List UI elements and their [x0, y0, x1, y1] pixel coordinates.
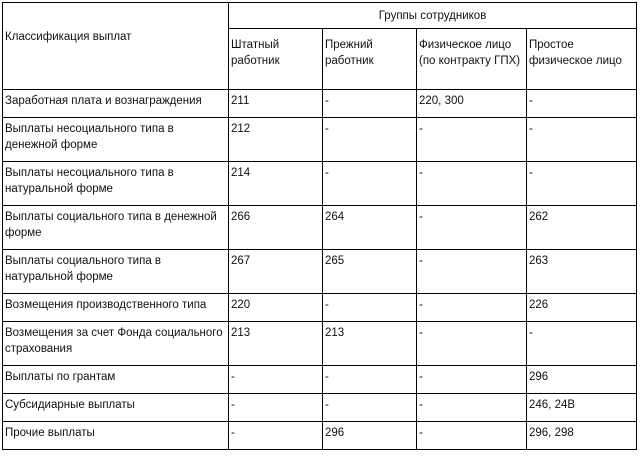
- cell-value: 296: [323, 422, 417, 450]
- row-label: Заработная плата и вознаграждения: [3, 90, 229, 118]
- cell-value: 264: [323, 206, 417, 250]
- table-row: [3, 422, 637, 450]
- cell-value: 262: [527, 206, 637, 250]
- table-row: [3, 394, 637, 422]
- column-header-contractor: Физическое лицо (по контракту ГПХ): [417, 29, 527, 90]
- cell-value: -: [417, 250, 527, 294]
- cell-value: -: [323, 366, 417, 394]
- cell-value: -: [417, 422, 527, 450]
- table-row: [3, 250, 637, 294]
- row-label: Выплаты по грантам: [3, 366, 229, 394]
- column-header-individual: Простое физическое лицо: [527, 29, 637, 90]
- cell-value: -: [323, 118, 417, 162]
- table-row: [3, 366, 637, 394]
- cell-value: -: [323, 90, 417, 118]
- cell-value: -: [417, 366, 527, 394]
- row-label: Выплаты несоциального типа в натуральной форме: [3, 162, 229, 206]
- cell-value: 214: [229, 162, 323, 206]
- cell-value: -: [323, 162, 417, 206]
- cell-value: -: [229, 366, 323, 394]
- cell-value: -: [527, 162, 637, 206]
- column-header-staff: Штатный работник: [229, 29, 323, 90]
- cell-value: 296: [527, 366, 637, 394]
- cell-value: 266: [229, 206, 323, 250]
- cell-value: -: [417, 162, 527, 206]
- cell-value: -: [323, 294, 417, 322]
- header-row-groups: [3, 3, 637, 29]
- cell-value: 213: [323, 322, 417, 366]
- cell-value: -: [229, 394, 323, 422]
- cell-value: -: [417, 118, 527, 162]
- cell-value: -: [417, 322, 527, 366]
- cell-value: 296, 298: [527, 422, 637, 450]
- cell-value: 226: [527, 294, 637, 322]
- groups-header: Группы сотрудников: [229, 3, 637, 29]
- row-label: Прочие выплаты: [3, 422, 229, 450]
- table-row: [3, 206, 637, 250]
- cell-value: 220: [229, 294, 323, 322]
- cell-value: 263: [527, 250, 637, 294]
- row-label: Выплаты социального типа в денежной форме: [3, 206, 229, 250]
- cell-value: 265: [323, 250, 417, 294]
- cell-value: -: [527, 322, 637, 366]
- row-label: Выплаты социального типа в натуральной форме: [3, 250, 229, 294]
- cell-value: -: [417, 294, 527, 322]
- table-row: [3, 294, 637, 322]
- classification-header: Классификация выплат: [3, 3, 229, 90]
- cell-value: -: [527, 118, 637, 162]
- cell-value: 212: [229, 118, 323, 162]
- cell-value: 213: [229, 322, 323, 366]
- table-row: [3, 162, 637, 206]
- column-header-former: Прежний работник: [323, 29, 417, 90]
- cell-value: -: [229, 422, 323, 450]
- row-label: Возмещения производственного типа: [3, 294, 229, 322]
- cell-value: 211: [229, 90, 323, 118]
- table-row: [3, 90, 637, 118]
- row-label: Выплаты несоциального типа в денежной форме: [3, 118, 229, 162]
- cell-value: -: [323, 394, 417, 422]
- cell-value: 220, 300: [417, 90, 527, 118]
- row-label: Субсидиарные выплаты: [3, 394, 229, 422]
- row-label: Возмещения за счет Фонда социального страхования: [3, 322, 229, 366]
- payments-classification-table: [2, 2, 637, 450]
- table-row: [3, 118, 637, 162]
- table-row: [3, 322, 637, 366]
- cell-value: -: [417, 394, 527, 422]
- cell-value: -: [417, 206, 527, 250]
- table-body: [3, 3, 637, 450]
- cell-value: 267: [229, 250, 323, 294]
- cell-value: -: [527, 90, 637, 118]
- cell-value: 246, 24В: [527, 394, 637, 422]
